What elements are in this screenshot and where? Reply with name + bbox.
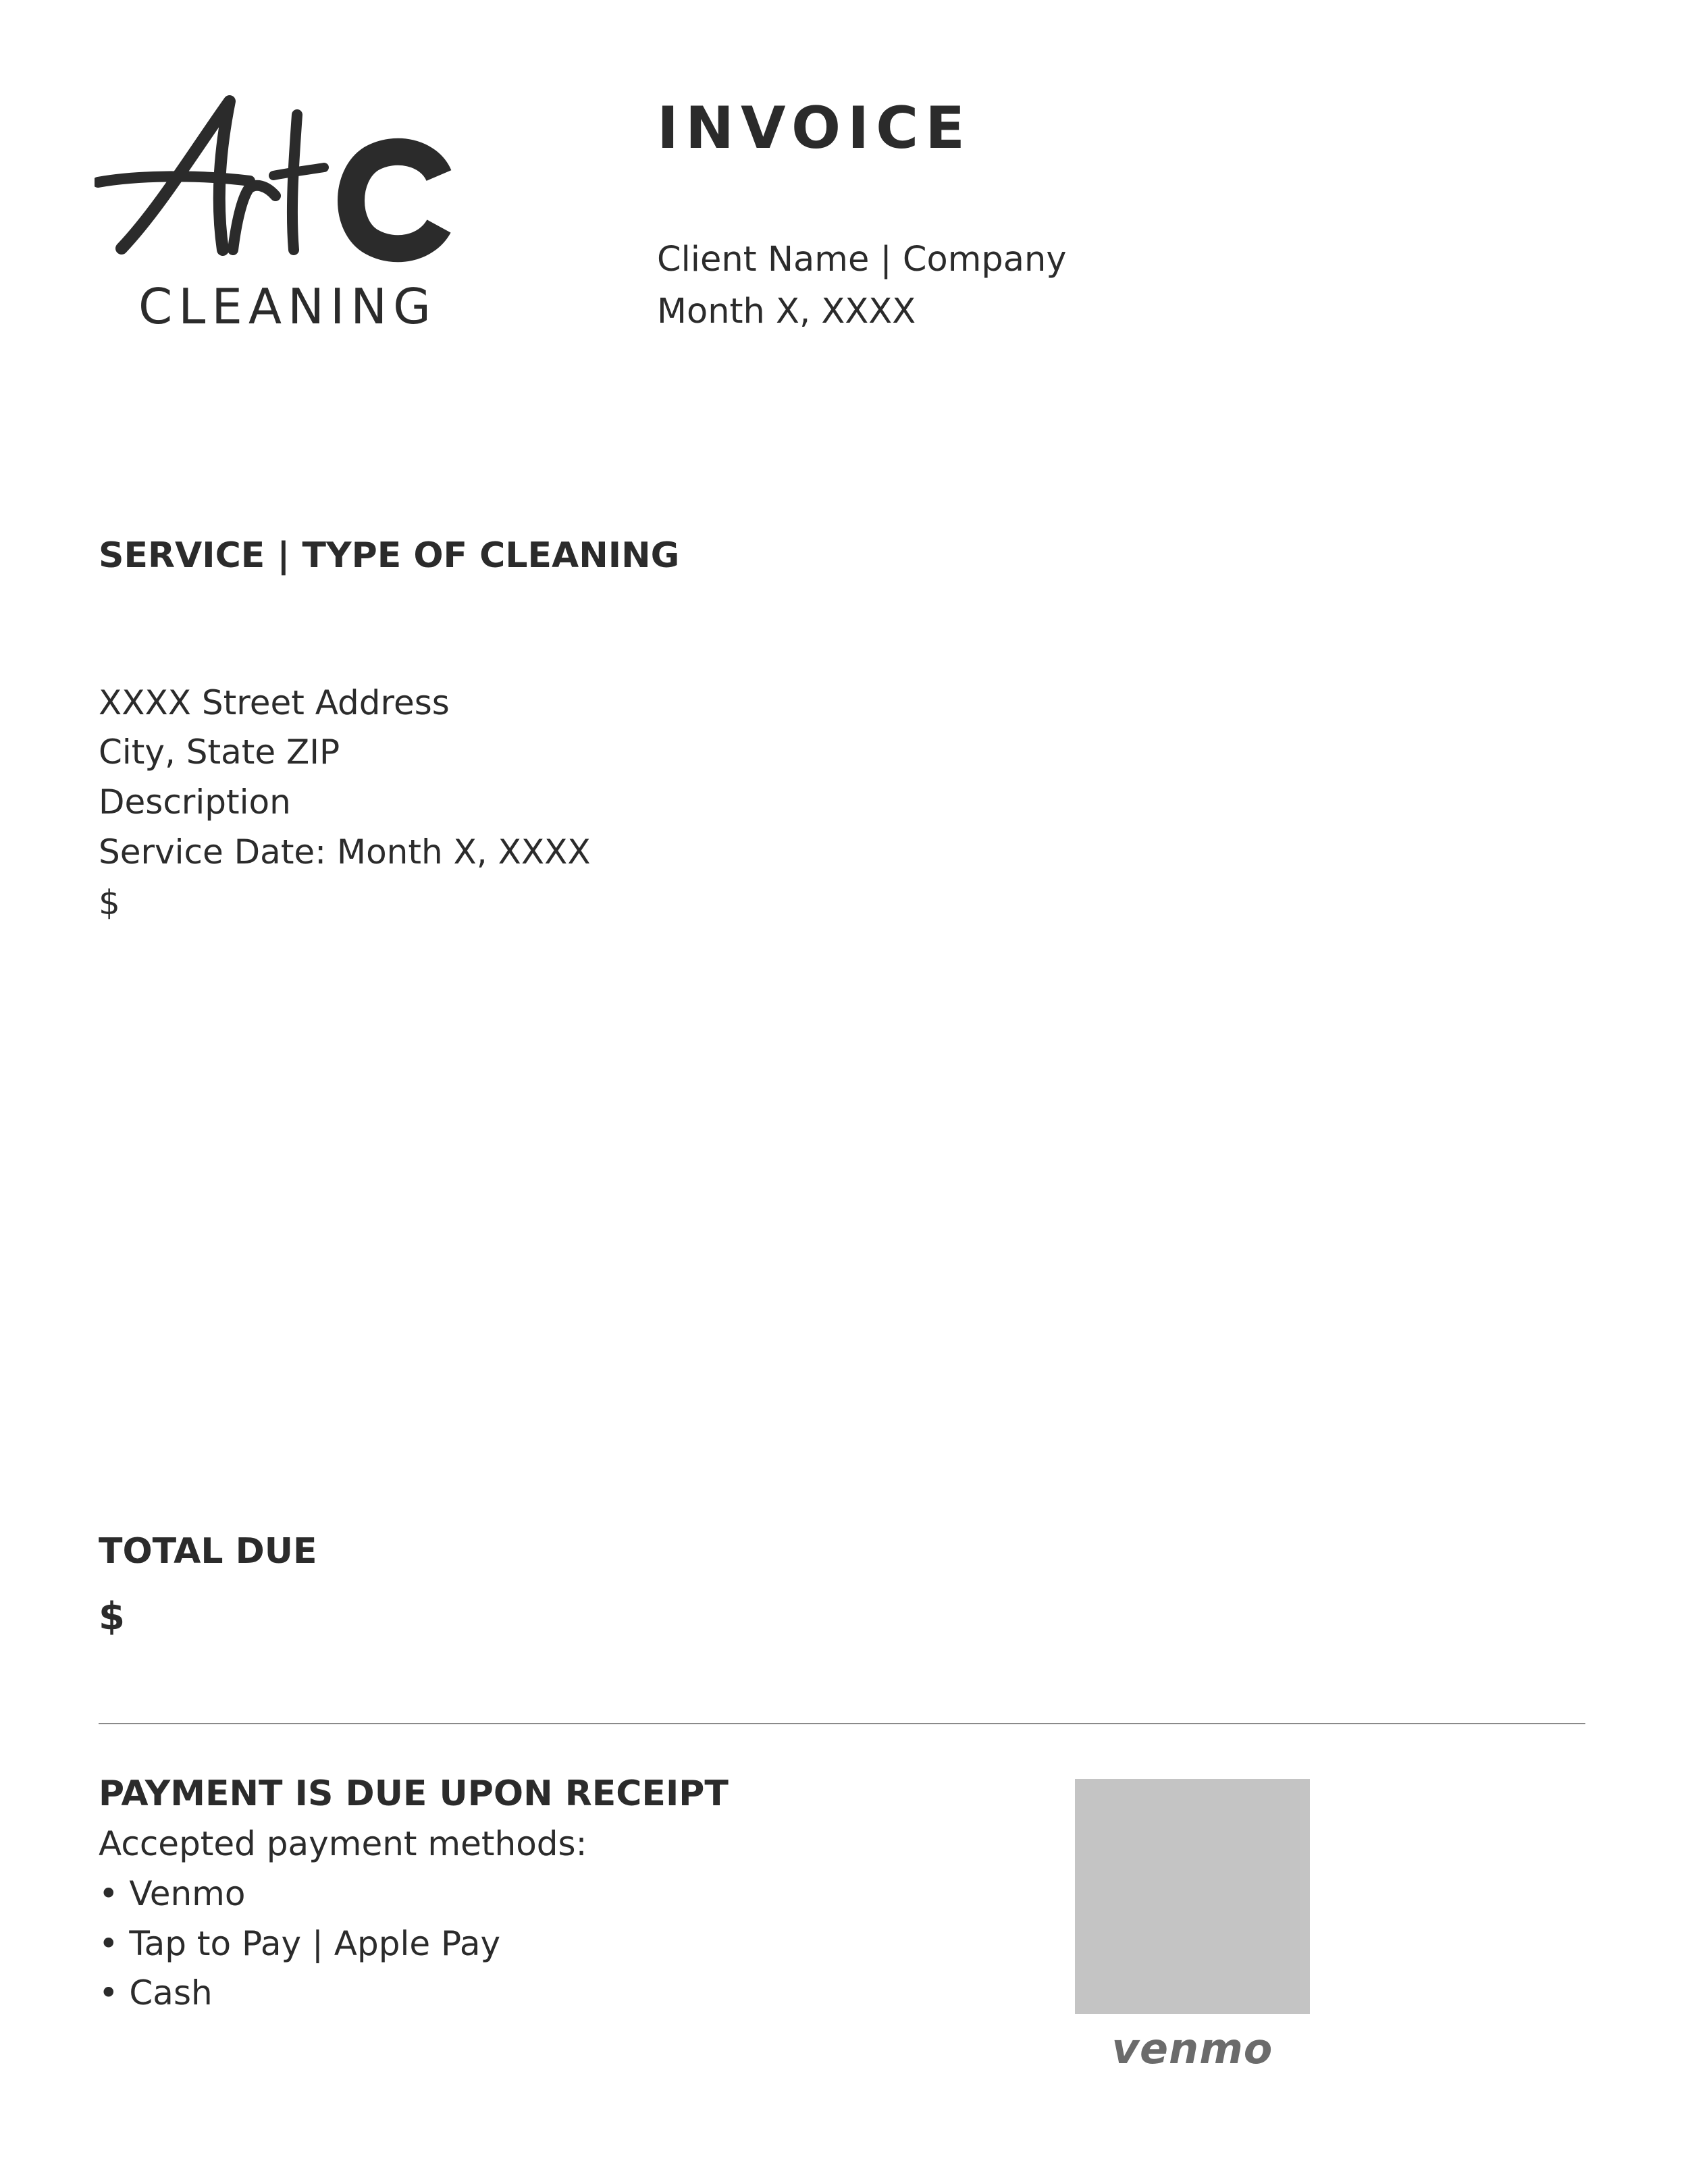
total-due-heading: TOTAL DUE: [99, 1531, 317, 1572]
payment-method-cash: • Cash: [99, 1973, 213, 2013]
total-due-amount: $: [99, 1595, 125, 1639]
payment-method-venmo: • Venmo: [99, 1874, 246, 1913]
invoice-title: INVOICE: [657, 95, 972, 162]
service-amount: $: [99, 883, 120, 922]
payment-method-tap-to-pay: • Tap to Pay | Apple Pay: [99, 1924, 501, 1963]
street-address: XXXX Street Address: [99, 683, 450, 722]
service-heading: SERVICE | TYPE OF CLEANING: [99, 535, 680, 576]
logo-subtitle: CLEANING: [138, 278, 437, 335]
payment-due-heading: PAYMENT IS DUE UPON RECEIPT: [99, 1774, 729, 1814]
client-name: Client Name | Company: [657, 240, 1067, 279]
artc-wordmark-logo: [95, 88, 459, 270]
city-state-zip: City, State ZIP: [99, 733, 340, 772]
section-divider: [99, 1723, 1585, 1724]
venmo-qr-code-placeholder: [1075, 1779, 1310, 2014]
service-description: Description: [99, 782, 291, 822]
payment-methods-intro: Accepted payment methods:: [99, 1824, 587, 1863]
invoice-date: Month X, XXXX: [657, 292, 916, 331]
venmo-logo: venmo: [1111, 2024, 1273, 2073]
company-logo: [95, 88, 459, 270]
service-date: Service Date: Month X, XXXX: [99, 832, 591, 872]
